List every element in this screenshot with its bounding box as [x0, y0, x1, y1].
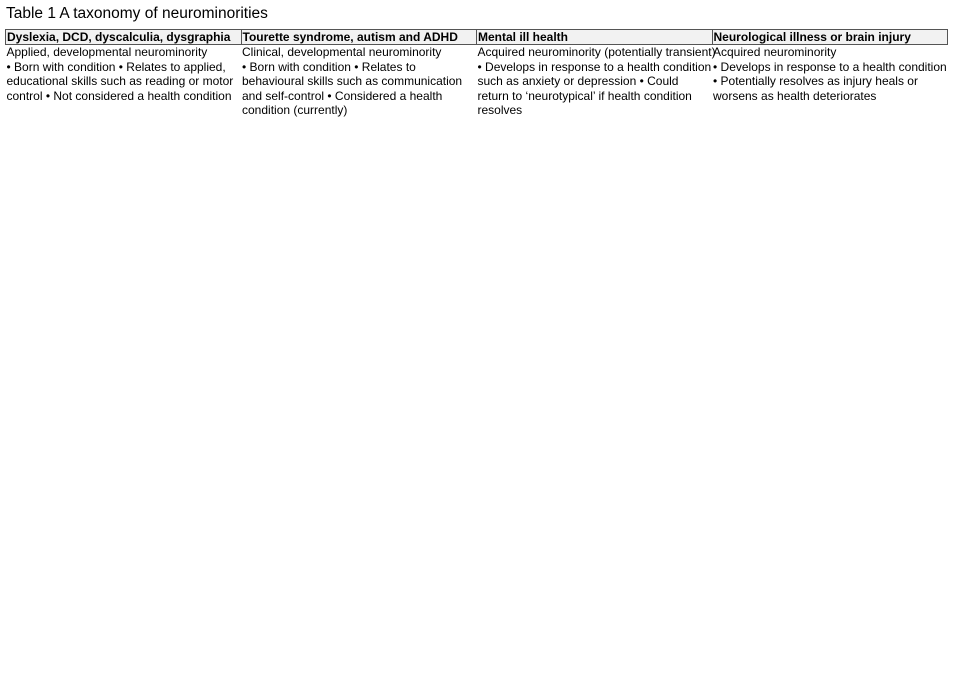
- neurominority-type: Applied, developmental neurominority: [6, 45, 208, 59]
- table-cell: [6, 45, 242, 118]
- table-cell: [477, 45, 716, 118]
- neurominority-description: • Develops in response to a health condition • Potentially resolves as injury heals or worsens as health deteriorates: [713, 59, 947, 103]
- table-cell: [712, 45, 948, 118]
- taxonomy-table: [5, 29, 948, 118]
- neurominority-description: • Born with condition • Relates to behavioural skills such as communication and self-control • Considered a health condition (currently): [242, 59, 463, 117]
- column-header-applied-developmental: Dyslexia, DCD, dyscalculia, dysgraphia: [6, 30, 242, 45]
- neurominority-type: Acquired neurominority (potentially transient): [477, 45, 716, 59]
- column-header-mental-ill-health: Mental ill health: [477, 30, 713, 45]
- neurominority-type: Acquired neurominority: [713, 45, 837, 59]
- table-header-row: [6, 30, 948, 45]
- neurominority-type: Clinical, developmental neurominority: [242, 45, 442, 59]
- table-cell: [241, 45, 477, 118]
- table-row: [6, 45, 948, 118]
- neurominority-description: • Develops in response to a health condition such as anxiety or depression • Could return to ‘neurotypical’ if health condition resolves: [477, 59, 712, 117]
- table-title: Table 1 A taxonomy of neurominorities: [6, 5, 268, 22]
- column-header-clinical-developmental: Tourette syndrome, autism and ADHD: [241, 30, 477, 45]
- neurominority-description: • Born with condition • Relates to applied, educational skills such as reading or motor control • Not considered a health condition: [6, 59, 234, 103]
- column-header-neurological-illness: Neurological illness or brain injury: [712, 30, 948, 45]
